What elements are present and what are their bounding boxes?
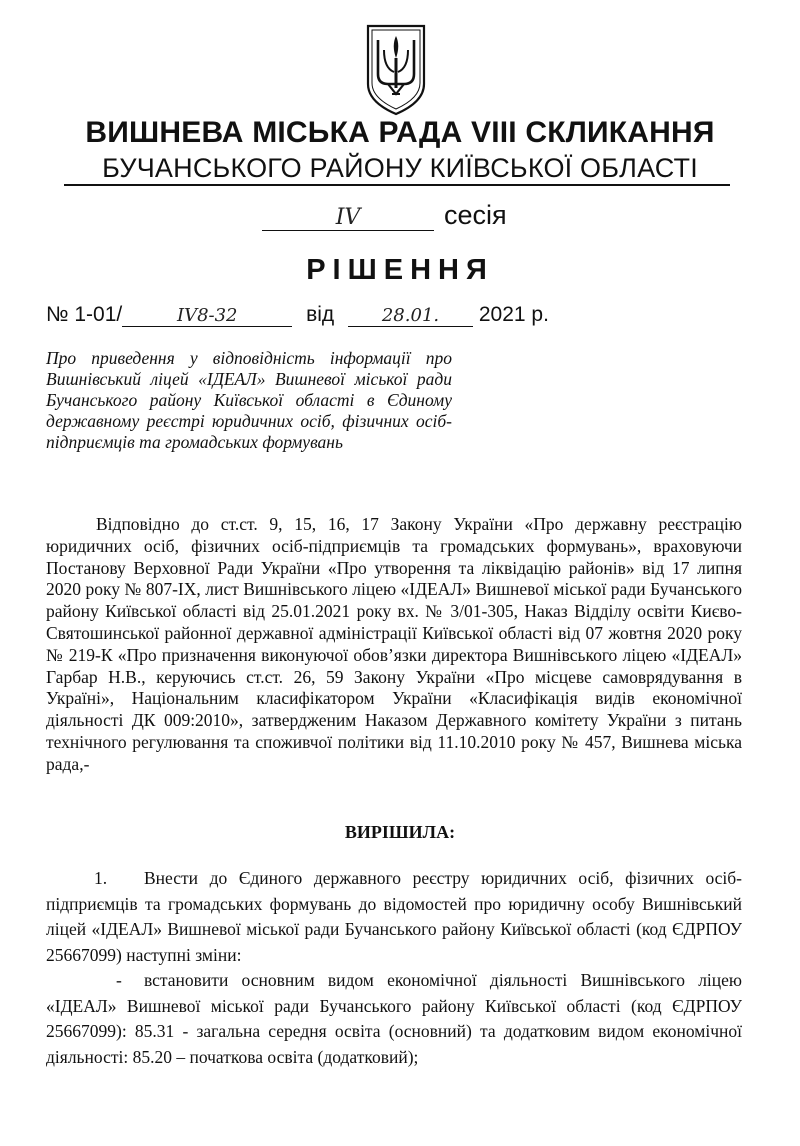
resolved-heading: ВИРІШИЛА: [344, 822, 456, 842]
decision-date: 28.01. [348, 305, 473, 327]
preamble-paragraph: Відповідно до ст.ст. 9, 15, 16, 17 Закону України «Про державну реєстрацію юридичних осіб, фізичних осіб-підприємців та громадських формувань», враховуючи Постанову Верховної Ради України «Про утворення та ліквідацію районів» від 17 липня 2020 року № 807-IX, лист Вишнівського ліцею «ІДЕАЛ» Вишневої міської ради Бучанського району Київської області від 25.01.2021 року вх. № 3/01-305, Наказ Відділу освіти Києво-Святошинської районної державної адміністрації Київської області від 07 жовтня 2020 року № 219-К «Про призначення виконуючої обов’язки директора Вишнівського ліцею «ІДЕАЛ» Гарбар Н.В., керуючись ст.ст. 26, 59 Закону України «Про місцеве самоврядування в Україні», Національним класифікатором України «Класифікація видів економічної діяльності ДК 009:2010», затвердженим Наказом Державного комітету України з питань технічного регулювання та споживчої політики від 11.10.2010 року № 457, Вишнева міська рада,- [46, 514, 742, 774]
resolution-item [46, 866, 742, 968]
council-name: ВИШНЕВА МІСЬКА РАДА VIII СКЛИКАННЯ [85, 116, 715, 149]
item-number: 1. [94, 868, 108, 888]
number-prefix: № 1-01/ [46, 303, 123, 326]
coat-of-arms-icon [364, 22, 428, 116]
subitem-text: встановити основним видом економічної діяльності Вишнівського ліцею «ІДЕАЛ» Вишневої міської ради Бучанського району Київської області (код ЄДРПОУ 25667099): 85.31 - загальна середня освіта (основний) та додатковим видом економічної діяльності: 85.20 – початкова освіта (додатковий); [46, 970, 742, 1067]
header-divider [64, 184, 730, 186]
session-line [262, 200, 507, 231]
council-region: БУЧАНСЬКОГО РАЙОНУ КИЇВСЬКОЇ ОБЛАСТІ [102, 153, 698, 183]
decision-number-line [46, 303, 549, 327]
decision-number: IV8-32 [122, 305, 292, 327]
subitem-marker: - [116, 970, 122, 990]
decision-year: 2021 р. [478, 303, 549, 326]
session-number: IV [262, 205, 434, 231]
decision-subject: Про приведення у відповідність інформації про Вишнівський ліцей «ІДЕАЛ» Вишневої міської ради Бучанського району Київської області в Єдиному державному реєстрі юридичних осіб, фізичних осіб-підприємців та громадських формувань [46, 348, 452, 452]
item-text: Внести до Єдиного державного реєстру юридичних осіб, фізичних осіб-підприємців та громадських формувань до відомостей про юридичну особу Вишнівський ліцей «ІДЕАЛ» Вишневої міської ради Бучанського району Київської області (код ЄДРПОУ 25667099) наступні зміни: [46, 868, 742, 965]
date-label: від [306, 303, 335, 326]
session-label: сесія [444, 200, 507, 230]
resolution-subitem [46, 968, 742, 1070]
document-type-title: РІШЕННЯ [306, 254, 494, 286]
